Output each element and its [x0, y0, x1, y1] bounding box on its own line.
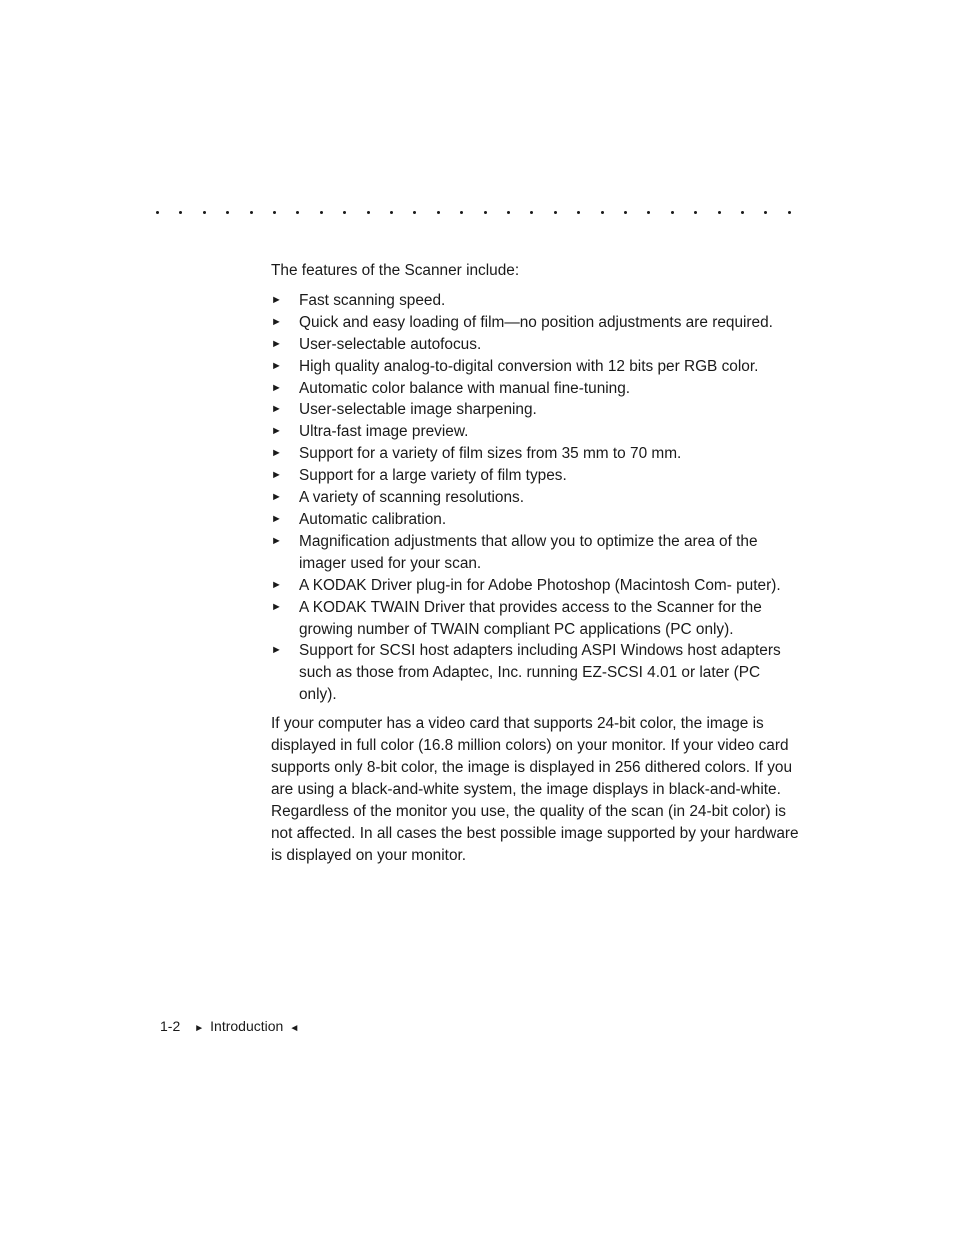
feature-text: A variety of scanning resolutions.	[299, 489, 524, 507]
bullet-arrow-icon: ►	[271, 315, 282, 328]
bullet-arrow-icon: ►	[271, 491, 282, 504]
rule-dot	[764, 211, 767, 214]
rule-dot	[156, 211, 159, 214]
feature-text: Support for SCSI host adapters including ASPI Windows host adapters such as those from Adaptec, Inc. running EZ-SCSI 4.01 or later (PC only).	[299, 642, 781, 704]
feature-item	[271, 421, 801, 443]
feature-item	[271, 290, 801, 312]
rule-dot	[788, 211, 791, 214]
page-number: 1-2	[160, 1018, 181, 1034]
rule-dot	[554, 211, 557, 214]
bullet-arrow-icon: ►	[271, 447, 282, 460]
bullet-arrow-icon: ►	[271, 512, 282, 525]
rule-dot	[390, 211, 393, 214]
bullet-arrow-icon: ►	[271, 578, 282, 591]
feature-text: Magnification adjustments that allow you to optimize the area of the imager used for your scan.	[299, 532, 758, 572]
bullet-arrow-icon: ►	[271, 293, 282, 306]
feature-item	[271, 356, 801, 378]
feature-item	[271, 597, 801, 641]
feature-item	[271, 531, 801, 575]
dotted-rule	[156, 207, 796, 219]
rule-dot	[484, 211, 487, 214]
arrow-right-icon: ►	[194, 1023, 205, 1034]
bullet-arrow-icon: ►	[271, 381, 282, 394]
feature-text: Ultra-fast image preview.	[299, 423, 469, 441]
feature-item	[271, 575, 801, 597]
rule-dot	[296, 211, 299, 214]
arrow-left-icon: ◄	[289, 1023, 300, 1034]
feature-text: Quick and easy loading of film—no position adjustments are required.	[299, 313, 773, 331]
rule-dot	[320, 211, 323, 214]
bullet-arrow-icon: ►	[271, 359, 282, 372]
rule-dot	[367, 211, 370, 214]
feature-item	[271, 640, 801, 706]
feature-text: Support for a large variety of film types.	[299, 467, 567, 485]
feature-text: High quality analog-to-digital conversion with 12 bits per RGB color.	[299, 357, 759, 375]
feature-item	[271, 334, 801, 356]
bullet-arrow-icon: ►	[271, 337, 282, 350]
feature-text: Fast scanning speed.	[299, 291, 446, 309]
section-name: Introduction	[210, 1018, 284, 1034]
bullet-arrow-icon: ►	[271, 469, 282, 482]
feature-text: A KODAK Driver plug-in for Adobe Photoshop (Macintosh Com- puter).	[299, 576, 781, 594]
rule-dot	[647, 211, 650, 214]
page-footer	[160, 1016, 299, 1039]
rule-dot	[460, 211, 463, 214]
feature-text: Support for a variety of film sizes from 35 mm to 70 mm.	[299, 445, 682, 463]
bullet-arrow-icon: ►	[271, 534, 282, 547]
rule-dot	[671, 211, 674, 214]
rule-dot	[203, 211, 206, 214]
feature-text: User-selectable autofocus.	[299, 335, 482, 353]
rule-dot	[694, 211, 697, 214]
rule-dot	[718, 211, 721, 214]
rule-dot	[507, 211, 510, 214]
feature-item	[271, 399, 801, 421]
rule-dot	[601, 211, 604, 214]
feature-item	[271, 465, 801, 487]
feature-item	[271, 312, 801, 334]
feature-item	[271, 487, 801, 509]
feature-text: A KODAK TWAIN Driver that provides access to the Scanner for the growing number of TWAIN compliant PC applications (PC only).	[299, 598, 762, 638]
rule-dot	[741, 211, 744, 214]
rule-dot	[250, 211, 253, 214]
intro-text: The features of the Scanner include:	[271, 262, 520, 279]
bullet-arrow-icon: ►	[271, 403, 282, 416]
bullet-arrow-icon: ►	[271, 644, 282, 657]
feature-item	[271, 509, 801, 531]
rule-dot	[530, 211, 533, 214]
rule-dot	[437, 211, 440, 214]
rule-dot	[343, 211, 346, 214]
rule-dot	[413, 211, 416, 214]
feature-text: User-selectable image sharpening.	[299, 401, 537, 419]
rule-dot	[179, 211, 182, 214]
feature-list	[271, 290, 801, 706]
main-content	[271, 260, 801, 866]
bullet-arrow-icon: ►	[271, 425, 282, 438]
feature-item	[271, 443, 801, 465]
bullet-arrow-icon: ►	[271, 600, 282, 613]
rule-dot	[577, 211, 580, 214]
feature-text: Automatic color balance with manual fine-tuning.	[299, 379, 631, 397]
rule-dot	[226, 211, 229, 214]
rule-dot	[273, 211, 276, 214]
body-paragraph: If your computer has a video card that supports 24-bit color, the image is displayed in full color (16.8 million colors) on your monitor. If your video card supports only 8-bit color, the image is displayed in 256 dithered colors. If you are using a black-and-white system, the image displays in black-and-white. Regardless of the monitor you use, the quality of the scan (in 24-bit color) is not affected. In all cases the best possible image supported by your hardware is displayed on your monitor.	[271, 715, 799, 864]
feature-text: Automatic calibration.	[299, 510, 447, 528]
feature-item	[271, 378, 801, 400]
rule-dot	[624, 211, 627, 214]
